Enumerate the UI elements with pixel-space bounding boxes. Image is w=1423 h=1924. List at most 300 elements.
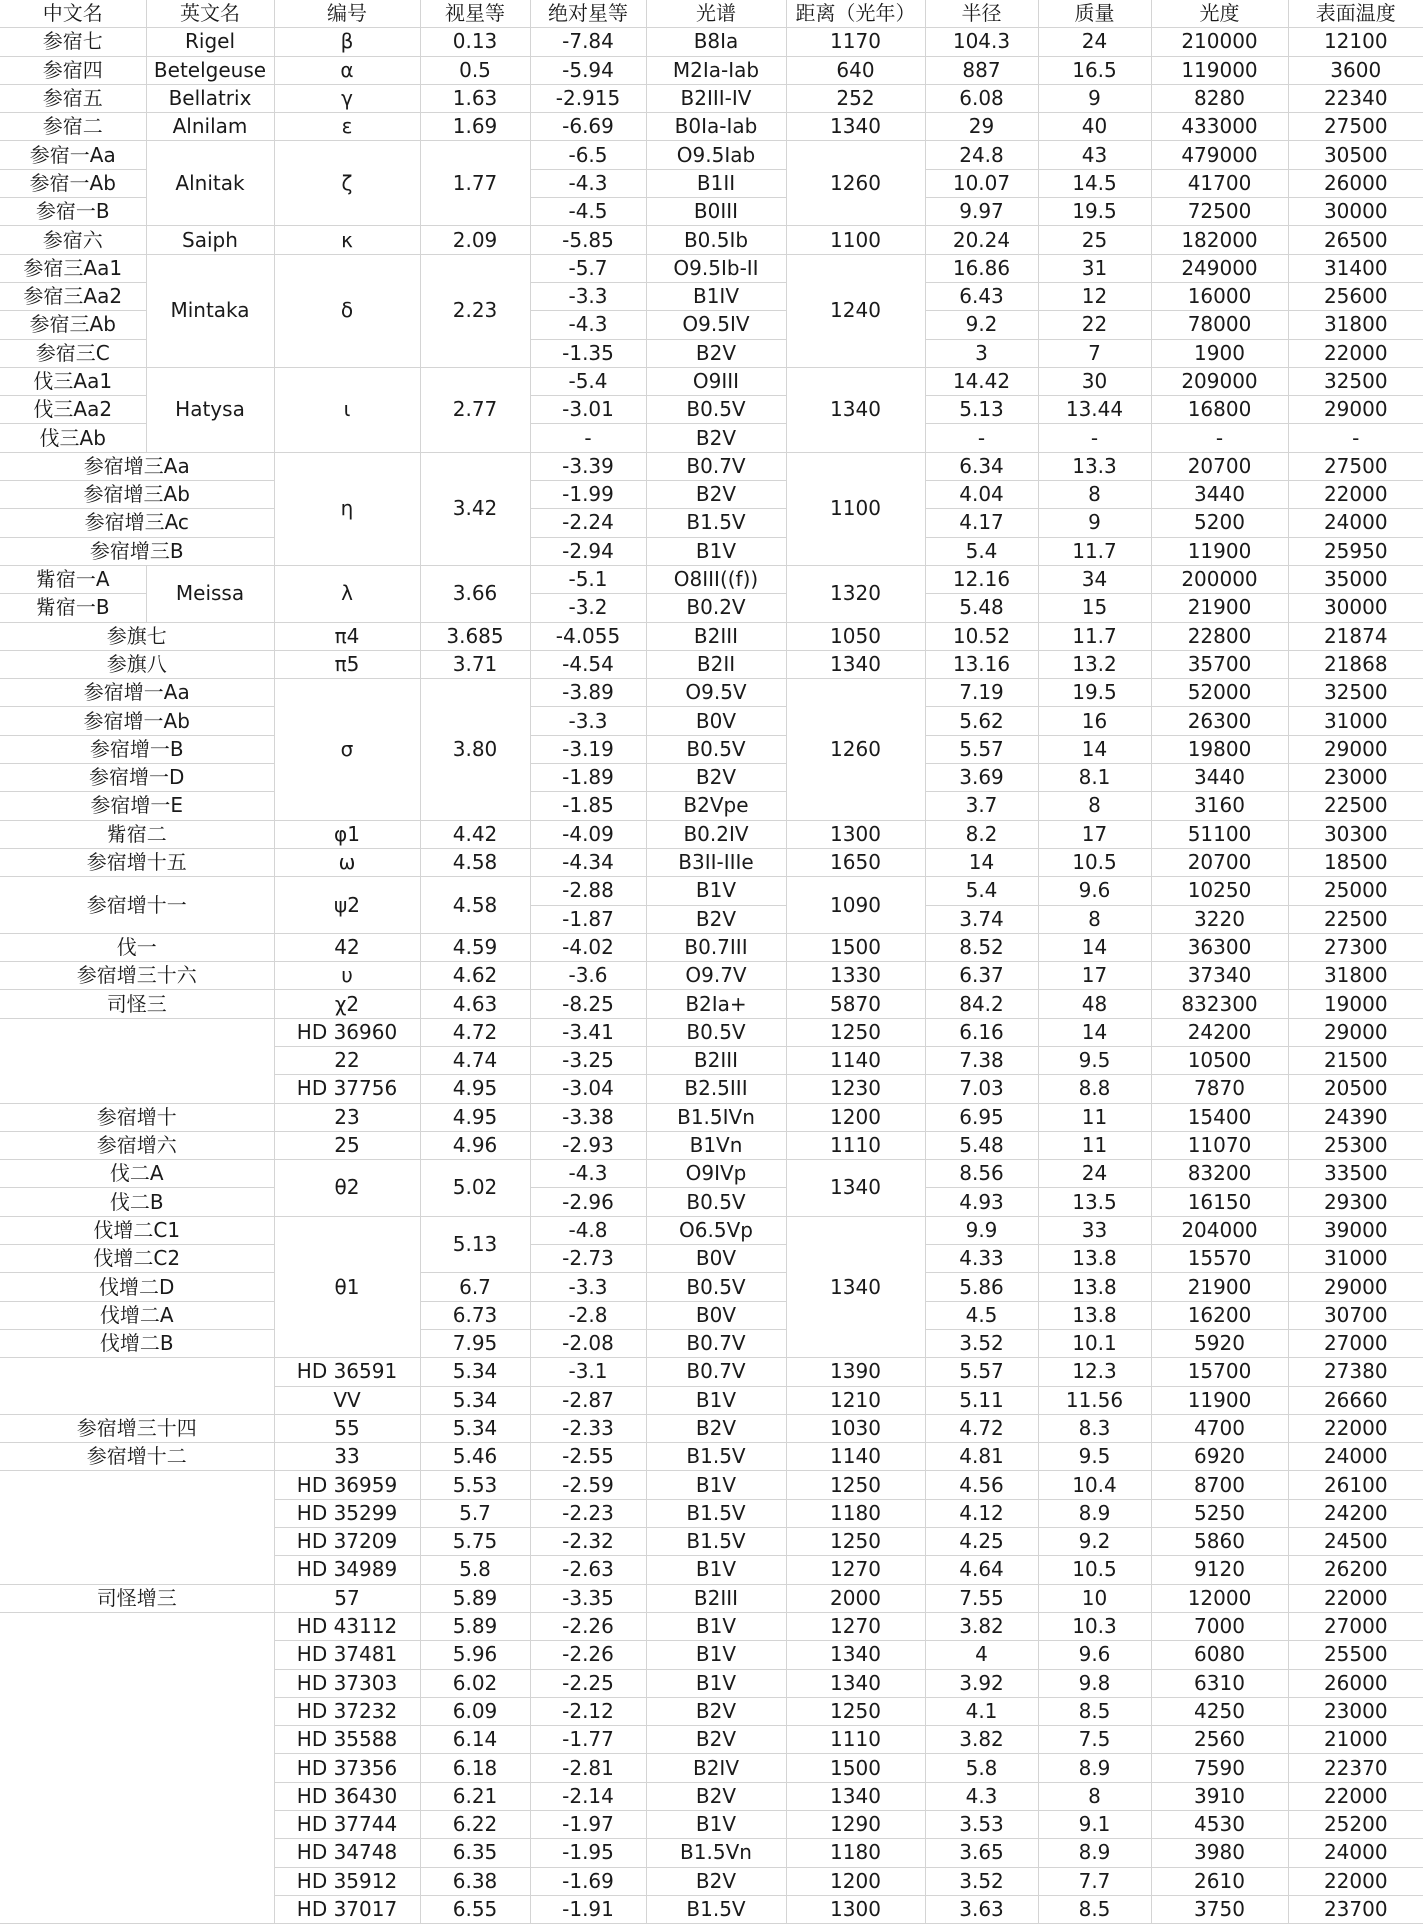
cell-mass[interactable]: 43 [1038, 141, 1151, 169]
cell-temperature[interactable]: 21874 [1288, 622, 1423, 650]
cell-distance[interactable]: 5870 [786, 990, 925, 1018]
cell-apparent-mag[interactable]: 4.58 [420, 877, 530, 934]
cell-luminosity[interactable]: 200000 [1151, 565, 1288, 593]
cell-apparent-mag[interactable]: 3.685 [420, 622, 530, 650]
cell-radius[interactable]: 84.2 [925, 990, 1038, 1018]
cell-cn-name[interactable]: 参宿增十 [0, 1103, 274, 1131]
cell-designation[interactable]: ω [274, 848, 420, 876]
cell-distance[interactable]: 1110 [786, 1726, 925, 1754]
cell-radius[interactable]: 9.2 [925, 311, 1038, 339]
cell-radius[interactable]: 4.5 [925, 1301, 1038, 1329]
cell-spectrum[interactable]: B0.5V [646, 1018, 786, 1046]
cell-distance[interactable]: 1200 [786, 1867, 925, 1895]
cell-designation[interactable]: HD 36959 [274, 1471, 420, 1499]
cell-cn-name[interactable]: 参宿增十二 [0, 1443, 274, 1471]
cell-mass[interactable]: 9 [1038, 84, 1151, 112]
cell-temperature[interactable]: - [1288, 424, 1423, 452]
cell-mass[interactable]: 11.56 [1038, 1386, 1151, 1414]
cell-temperature[interactable]: 25950 [1288, 537, 1423, 565]
cell-temperature[interactable]: 25000 [1288, 877, 1423, 905]
cell-temperature[interactable]: 22500 [1288, 905, 1423, 933]
cell-temperature[interactable]: 27300 [1288, 933, 1423, 961]
cell-mass[interactable]: 17 [1038, 962, 1151, 990]
cell-designation[interactable]: HD 37232 [274, 1697, 420, 1725]
cell-absolute-mag[interactable]: -3.89 [530, 679, 646, 707]
cell-radius[interactable]: 5.57 [925, 735, 1038, 763]
cell-cn-name[interactable]: 参宿三Aa2 [0, 282, 146, 310]
cell-spectrum[interactable]: B2V [646, 1782, 786, 1810]
cell-luminosity[interactable]: 182000 [1151, 226, 1288, 254]
cell-spectrum[interactable]: B1II [646, 169, 786, 197]
cell-cn-name[interactable]: 司怪增三 [0, 1584, 274, 1612]
cell-mass[interactable]: 24 [1038, 28, 1151, 56]
cell-distance[interactable]: 1320 [786, 565, 925, 622]
cell-temperature[interactable]: 26500 [1288, 226, 1423, 254]
cell-cn-name[interactable]: 参宿增十五 [0, 848, 274, 876]
cell-radius[interactable]: 887 [925, 56, 1038, 84]
cell-luminosity[interactable]: 22800 [1151, 622, 1288, 650]
cell-radius[interactable]: 9.9 [925, 1216, 1038, 1244]
cell-cn-name[interactable]: 参宿增三十四 [0, 1414, 274, 1442]
cell-apparent-mag[interactable]: 6.7 [420, 1273, 530, 1301]
cell-spectrum[interactable]: B2III [646, 1584, 786, 1612]
cell-radius[interactable]: 8.52 [925, 933, 1038, 961]
cell-absolute-mag[interactable]: -2.12 [530, 1697, 646, 1725]
cell-absolute-mag[interactable]: -4.5 [530, 198, 646, 226]
cell-cn-name[interactable] [0, 1018, 274, 1103]
cell-radius[interactable]: 3.92 [925, 1669, 1038, 1697]
cell-spectrum[interactable]: O9.5Ib-II [646, 254, 786, 282]
cell-designation[interactable]: HD 37744 [274, 1811, 420, 1839]
cell-spectrum[interactable]: B0.7V [646, 452, 786, 480]
cell-mass[interactable]: 10.4 [1038, 1471, 1151, 1499]
cell-temperature[interactable]: 31000 [1288, 1245, 1423, 1273]
cell-temperature[interactable]: 3600 [1288, 56, 1423, 84]
cell-en-name[interactable]: Betelgeuse [146, 56, 274, 84]
cell-radius[interactable]: 5.62 [925, 707, 1038, 735]
cell-apparent-mag[interactable]: 1.63 [420, 84, 530, 112]
cell-en-name[interactable]: Meissa [146, 565, 274, 622]
cell-designation[interactable]: π5 [274, 650, 420, 678]
cell-luminosity[interactable]: 8700 [1151, 1471, 1288, 1499]
cell-cn-name[interactable]: 参宿增三Ac [0, 509, 274, 537]
cell-spectrum[interactable]: B1.5V [646, 1895, 786, 1923]
cell-mass[interactable]: 10.5 [1038, 848, 1151, 876]
cell-spectrum[interactable]: B1.5Vn [646, 1839, 786, 1867]
cell-apparent-mag[interactable]: 5.89 [420, 1584, 530, 1612]
cell-luminosity[interactable]: 10500 [1151, 1046, 1288, 1074]
cell-absolute-mag[interactable]: -5.1 [530, 565, 646, 593]
cell-temperature[interactable]: 25500 [1288, 1641, 1423, 1669]
cell-luminosity[interactable]: 1900 [1151, 339, 1288, 367]
cell-luminosity[interactable]: 6310 [1151, 1669, 1288, 1697]
cell-absolute-mag[interactable]: -4.3 [530, 311, 646, 339]
cell-spectrum[interactable]: B0III [646, 198, 786, 226]
cell-spectrum[interactable]: B0.2V [646, 594, 786, 622]
cell-luminosity[interactable]: 11070 [1151, 1131, 1288, 1159]
cell-luminosity[interactable]: 3440 [1151, 764, 1288, 792]
cell-radius[interactable]: 14.42 [925, 367, 1038, 395]
cell-absolute-mag[interactable]: -2.81 [530, 1754, 646, 1782]
cell-designation[interactable]: 55 [274, 1414, 420, 1442]
cell-mass[interactable]: 13.44 [1038, 396, 1151, 424]
cell-mass[interactable]: 12.3 [1038, 1358, 1151, 1386]
cell-absolute-mag[interactable]: -6.69 [530, 113, 646, 141]
cell-radius[interactable]: 3.82 [925, 1612, 1038, 1640]
cell-luminosity[interactable]: 19800 [1151, 735, 1288, 763]
cell-mass[interactable]: 33 [1038, 1216, 1151, 1244]
cell-luminosity[interactable]: 5200 [1151, 509, 1288, 537]
cell-temperature[interactable]: 30300 [1288, 820, 1423, 848]
cell-cn-name[interactable]: 伐增二C1 [0, 1216, 274, 1244]
cell-distance[interactable]: 1340 [786, 1160, 925, 1217]
cell-mass[interactable]: 8.1 [1038, 764, 1151, 792]
cell-apparent-mag[interactable]: 5.75 [420, 1528, 530, 1556]
column-header-distance[interactable]: 距离（光年） [786, 0, 925, 28]
cell-cn-name[interactable]: 参宿增三B [0, 537, 274, 565]
cell-designation[interactable]: υ [274, 962, 420, 990]
cell-cn-name[interactable]: 参宿一Ab [0, 169, 146, 197]
cell-temperature[interactable]: 30000 [1288, 594, 1423, 622]
cell-en-name[interactable]: Alnilam [146, 113, 274, 141]
cell-distance[interactable]: 640 [786, 56, 925, 84]
cell-absolute-mag[interactable]: -3.35 [530, 1584, 646, 1612]
cell-radius[interactable]: 4.04 [925, 481, 1038, 509]
cell-apparent-mag[interactable]: 4.95 [420, 1103, 530, 1131]
cell-cn-name[interactable]: 伐增二A [0, 1301, 274, 1329]
cell-spectrum[interactable]: B0.2IV [646, 820, 786, 848]
cell-mass[interactable]: 8.9 [1038, 1754, 1151, 1782]
cell-spectrum[interactable]: O9.7V [646, 962, 786, 990]
cell-spectrum[interactable]: B1IV [646, 282, 786, 310]
cell-cn-name[interactable]: 参宿三Ab [0, 311, 146, 339]
cell-spectrum[interactable]: B1V [646, 877, 786, 905]
cell-temperature[interactable]: 27000 [1288, 1329, 1423, 1357]
cell-radius[interactable]: 5.11 [925, 1386, 1038, 1414]
cell-designation[interactable]: 22 [274, 1046, 420, 1074]
cell-radius[interactable]: 4.93 [925, 1188, 1038, 1216]
cell-absolute-mag[interactable]: -2.24 [530, 509, 646, 537]
cell-absolute-mag[interactable]: -4.3 [530, 1160, 646, 1188]
cell-apparent-mag[interactable]: 2.77 [420, 367, 530, 452]
cell-cn-name[interactable]: 参宿增一D [0, 764, 274, 792]
cell-distance[interactable]: 1110 [786, 1131, 925, 1159]
cell-radius[interactable]: 7.55 [925, 1584, 1038, 1612]
cell-designation[interactable]: ζ [274, 141, 420, 226]
cell-absolute-mag[interactable]: -1.69 [530, 1867, 646, 1895]
cell-mass[interactable]: 7 [1038, 339, 1151, 367]
cell-absolute-mag[interactable]: -2.14 [530, 1782, 646, 1810]
cell-absolute-mag[interactable]: -4.54 [530, 650, 646, 678]
cell-absolute-mag[interactable]: -2.33 [530, 1414, 646, 1442]
cell-temperature[interactable]: 32500 [1288, 679, 1423, 707]
cell-luminosity[interactable]: 7870 [1151, 1075, 1288, 1103]
cell-distance[interactable]: 1340 [786, 650, 925, 678]
cell-luminosity[interactable]: 3750 [1151, 1895, 1288, 1923]
cell-temperature[interactable]: 26660 [1288, 1386, 1423, 1414]
cell-apparent-mag[interactable]: 5.89 [420, 1612, 530, 1640]
cell-designation[interactable]: HD 36960 [274, 1018, 420, 1046]
cell-absolute-mag[interactable]: -3.1 [530, 1358, 646, 1386]
cell-absolute-mag[interactable]: -2.88 [530, 877, 646, 905]
cell-absolute-mag[interactable]: -1.85 [530, 792, 646, 820]
cell-luminosity[interactable]: 21900 [1151, 1273, 1288, 1301]
cell-absolute-mag[interactable]: -3.3 [530, 1273, 646, 1301]
cell-temperature[interactable]: 24000 [1288, 509, 1423, 537]
cell-spectrum[interactable]: B0.5Ib [646, 226, 786, 254]
cell-spectrum[interactable]: O6.5Vp [646, 1216, 786, 1244]
cell-luminosity[interactable]: 210000 [1151, 28, 1288, 56]
cell-designation[interactable]: η [274, 452, 420, 565]
cell-luminosity[interactable]: 7590 [1151, 1754, 1288, 1782]
cell-luminosity[interactable]: 119000 [1151, 56, 1288, 84]
cell-temperature[interactable]: 24000 [1288, 1839, 1423, 1867]
cell-absolute-mag[interactable]: -4.02 [530, 933, 646, 961]
cell-radius[interactable]: 14 [925, 848, 1038, 876]
cell-absolute-mag[interactable]: -6.5 [530, 141, 646, 169]
cell-cn-name[interactable] [0, 1612, 274, 1923]
cell-apparent-mag[interactable]: 6.14 [420, 1726, 530, 1754]
cell-designation[interactable]: HD 36430 [274, 1782, 420, 1810]
cell-mass[interactable]: 9.6 [1038, 1641, 1151, 1669]
cell-distance[interactable]: 1300 [786, 1895, 925, 1923]
cell-temperature[interactable]: 26000 [1288, 1669, 1423, 1697]
cell-mass[interactable]: 10.3 [1038, 1612, 1151, 1640]
cell-luminosity[interactable]: 20700 [1151, 848, 1288, 876]
cell-temperature[interactable]: 30700 [1288, 1301, 1423, 1329]
cell-designation[interactable]: HD 37303 [274, 1669, 420, 1697]
cell-temperature[interactable]: 22000 [1288, 1867, 1423, 1895]
cell-designation[interactable]: π4 [274, 622, 420, 650]
cell-temperature[interactable]: 21500 [1288, 1046, 1423, 1074]
cell-mass[interactable]: 16 [1038, 707, 1151, 735]
cell-distance[interactable]: 1250 [786, 1697, 925, 1725]
cell-temperature[interactable]: 32500 [1288, 367, 1423, 395]
cell-radius[interactable]: 8.56 [925, 1160, 1038, 1188]
cell-luminosity[interactable]: 21900 [1151, 594, 1288, 622]
cell-spectrum[interactable]: B1.5V [646, 1528, 786, 1556]
cell-luminosity[interactable]: 4250 [1151, 1697, 1288, 1725]
cell-temperature[interactable]: 29000 [1288, 1273, 1423, 1301]
cell-radius[interactable]: 4.72 [925, 1414, 1038, 1442]
cell-luminosity[interactable]: 51100 [1151, 820, 1288, 848]
cell-absolute-mag[interactable]: -1.35 [530, 339, 646, 367]
cell-luminosity[interactable]: 83200 [1151, 1160, 1288, 1188]
cell-mass[interactable]: 8.5 [1038, 1895, 1151, 1923]
cell-apparent-mag[interactable]: 0.13 [420, 28, 530, 56]
cell-mass[interactable]: 13.8 [1038, 1273, 1151, 1301]
cell-cn-name[interactable]: 参宿五 [0, 84, 146, 112]
cell-mass[interactable]: 48 [1038, 990, 1151, 1018]
cell-mass[interactable]: 9.1 [1038, 1811, 1151, 1839]
cell-designation[interactable]: 25 [274, 1131, 420, 1159]
cell-distance[interactable]: 1100 [786, 452, 925, 565]
cell-spectrum[interactable]: O9.5V [646, 679, 786, 707]
cell-cn-name[interactable]: 伐增二C2 [0, 1245, 274, 1273]
cell-absolute-mag[interactable]: -2.96 [530, 1188, 646, 1216]
cell-temperature[interactable]: 39000 [1288, 1216, 1423, 1244]
cell-apparent-mag[interactable]: 6.02 [420, 1669, 530, 1697]
cell-radius[interactable]: 4.12 [925, 1499, 1038, 1527]
cell-apparent-mag[interactable]: 6.38 [420, 1867, 530, 1895]
cell-en-name[interactable]: Bellatrix [146, 84, 274, 112]
cell-apparent-mag[interactable]: 4.96 [420, 1131, 530, 1159]
cell-absolute-mag[interactable]: -2.73 [530, 1245, 646, 1273]
cell-designation[interactable]: φ1 [274, 820, 420, 848]
cell-luminosity[interactable]: 9120 [1151, 1556, 1288, 1584]
cell-absolute-mag[interactable]: -2.23 [530, 1499, 646, 1527]
cell-cn-name[interactable]: 参旗七 [0, 622, 274, 650]
cell-apparent-mag[interactable]: 5.7 [420, 1499, 530, 1527]
cell-luminosity[interactable]: - [1151, 424, 1288, 452]
cell-absolute-mag[interactable]: -2.94 [530, 537, 646, 565]
cell-absolute-mag[interactable]: -2.32 [530, 1528, 646, 1556]
cell-absolute-mag[interactable]: -1.91 [530, 1895, 646, 1923]
cell-cn-name[interactable]: 参宿增六 [0, 1131, 274, 1159]
cell-apparent-mag[interactable]: 6.18 [420, 1754, 530, 1782]
cell-radius[interactable]: 16.86 [925, 254, 1038, 282]
cell-en-name[interactable]: Alnitak [146, 141, 274, 226]
cell-spectrum[interactable]: B0.7III [646, 933, 786, 961]
cell-spectrum[interactable]: B0Ia-Iab [646, 113, 786, 141]
cell-absolute-mag[interactable]: -7.84 [530, 28, 646, 56]
cell-luminosity[interactable]: 72500 [1151, 198, 1288, 226]
cell-spectrum[interactable]: B1V [646, 1612, 786, 1640]
cell-cn-name[interactable]: 参宿增一E [0, 792, 274, 820]
cell-radius[interactable]: 3 [925, 339, 1038, 367]
cell-absolute-mag[interactable]: -3.41 [530, 1018, 646, 1046]
cell-temperature[interactable]: 26100 [1288, 1471, 1423, 1499]
cell-distance[interactable]: 1340 [786, 1669, 925, 1697]
cell-cn-name[interactable]: 觜宿二 [0, 820, 274, 848]
cell-distance[interactable]: 1340 [786, 367, 925, 452]
cell-spectrum[interactable]: O9IVp [646, 1160, 786, 1188]
cell-apparent-mag[interactable]: 3.66 [420, 565, 530, 622]
cell-apparent-mag[interactable]: 4.74 [420, 1046, 530, 1074]
cell-designation[interactable]: HD 35299 [274, 1499, 420, 1527]
cell-apparent-mag[interactable]: 6.55 [420, 1895, 530, 1923]
cell-cn-name[interactable]: 参宿增一Ab [0, 707, 274, 735]
cell-cn-name[interactable]: 觜宿一B [0, 594, 146, 622]
cell-mass[interactable]: 13.3 [1038, 452, 1151, 480]
cell-designation[interactable]: σ [274, 679, 420, 820]
cell-spectrum[interactable]: B2V [646, 1697, 786, 1725]
cell-luminosity[interactable]: 16000 [1151, 282, 1288, 310]
cell-mass[interactable]: 19.5 [1038, 679, 1151, 707]
cell-absolute-mag[interactable]: -2.26 [530, 1641, 646, 1669]
cell-mass[interactable]: 22 [1038, 311, 1151, 339]
cell-luminosity[interactable]: 37340 [1151, 962, 1288, 990]
cell-luminosity[interactable]: 10250 [1151, 877, 1288, 905]
cell-radius[interactable]: 4.81 [925, 1443, 1038, 1471]
cell-apparent-mag[interactable]: 1.77 [420, 141, 530, 226]
cell-absolute-mag[interactable]: -2.93 [530, 1131, 646, 1159]
cell-temperature[interactable]: 21868 [1288, 650, 1423, 678]
cell-radius[interactable]: 3.52 [925, 1867, 1038, 1895]
cell-radius[interactable]: 3.69 [925, 764, 1038, 792]
cell-luminosity[interactable]: 16800 [1151, 396, 1288, 424]
cell-luminosity[interactable]: 3980 [1151, 1839, 1288, 1867]
cell-designation[interactable]: HD 37017 [274, 1895, 420, 1923]
cell-designation[interactable]: 23 [274, 1103, 420, 1131]
cell-radius[interactable]: 8.2 [925, 820, 1038, 848]
cell-absolute-mag[interactable]: -4.09 [530, 820, 646, 848]
cell-spectrum[interactable]: B2III [646, 1046, 786, 1074]
cell-mass[interactable]: 25 [1038, 226, 1151, 254]
cell-absolute-mag[interactable]: - [530, 424, 646, 452]
cell-apparent-mag[interactable]: 4.59 [420, 933, 530, 961]
cell-designation[interactable]: HD 37481 [274, 1641, 420, 1669]
cell-radius[interactable]: 5.57 [925, 1358, 1038, 1386]
cell-spectrum[interactable]: B1V [646, 1386, 786, 1414]
cell-mass[interactable]: 31 [1038, 254, 1151, 282]
cell-apparent-mag[interactable]: 4.63 [420, 990, 530, 1018]
cell-mass[interactable]: 9.2 [1038, 1528, 1151, 1556]
cell-radius[interactable]: 9.97 [925, 198, 1038, 226]
cell-cn-name[interactable]: 伐三Aa1 [0, 367, 146, 395]
cell-spectrum[interactable]: B2V [646, 1414, 786, 1442]
cell-temperature[interactable]: 27500 [1288, 452, 1423, 480]
cell-designation[interactable]: HD 34989 [274, 1556, 420, 1584]
cell-absolute-mag[interactable]: -3.2 [530, 594, 646, 622]
cell-temperature[interactable]: 22340 [1288, 84, 1423, 112]
cell-mass[interactable]: 10 [1038, 1584, 1151, 1612]
cell-absolute-mag[interactable]: -1.87 [530, 905, 646, 933]
cell-designation[interactable]: 33 [274, 1443, 420, 1471]
cell-radius[interactable]: 3.53 [925, 1811, 1038, 1839]
cell-radius[interactable]: 5.86 [925, 1273, 1038, 1301]
cell-distance[interactable]: 1260 [786, 679, 925, 820]
cell-apparent-mag[interactable]: 4.95 [420, 1075, 530, 1103]
cell-spectrum[interactable]: O8III((f)) [646, 565, 786, 593]
cell-luminosity[interactable]: 249000 [1151, 254, 1288, 282]
cell-mass[interactable]: 9 [1038, 509, 1151, 537]
cell-cn-name[interactable]: 参宿六 [0, 226, 146, 254]
cell-radius[interactable]: 29 [925, 113, 1038, 141]
cell-temperature[interactable]: 27500 [1288, 113, 1423, 141]
cell-temperature[interactable]: 30000 [1288, 198, 1423, 226]
cell-radius[interactable]: 4.56 [925, 1471, 1038, 1499]
cell-distance[interactable]: 1210 [786, 1386, 925, 1414]
cell-designation[interactable]: HD 43112 [274, 1612, 420, 1640]
cell-apparent-mag[interactable]: 5.13 [420, 1216, 530, 1273]
cell-radius[interactable]: 104.3 [925, 28, 1038, 56]
cell-designation[interactable]: κ [274, 226, 420, 254]
cell-spectrum[interactable]: B0.5V [646, 396, 786, 424]
cell-radius[interactable]: 3.52 [925, 1329, 1038, 1357]
cell-designation[interactable]: λ [274, 565, 420, 622]
cell-mass[interactable]: 8.8 [1038, 1075, 1151, 1103]
cell-luminosity[interactable]: 3220 [1151, 905, 1288, 933]
cell-luminosity[interactable]: 2610 [1151, 1867, 1288, 1895]
cell-spectrum[interactable]: B1.5V [646, 1499, 786, 1527]
cell-mass[interactable]: 40 [1038, 113, 1151, 141]
cell-en-name[interactable]: Rigel [146, 28, 274, 56]
cell-spectrum[interactable]: B2V [646, 905, 786, 933]
cell-spectrum[interactable]: O9III [646, 367, 786, 395]
cell-designation[interactable]: γ [274, 84, 420, 112]
cell-designation[interactable]: 57 [274, 1584, 420, 1612]
cell-apparent-mag[interactable]: 3.71 [420, 650, 530, 678]
cell-distance[interactable]: 1200 [786, 1103, 925, 1131]
cell-radius[interactable]: 20.24 [925, 226, 1038, 254]
cell-mass[interactable]: - [1038, 424, 1151, 452]
cell-temperature[interactable]: 22000 [1288, 1782, 1423, 1810]
cell-spectrum[interactable]: M2Ia-Iab [646, 56, 786, 84]
cell-designation[interactable]: θ2 [274, 1160, 420, 1217]
cell-absolute-mag[interactable]: -3.3 [530, 282, 646, 310]
cell-cn-name[interactable]: 参宿增三Aa [0, 452, 274, 480]
